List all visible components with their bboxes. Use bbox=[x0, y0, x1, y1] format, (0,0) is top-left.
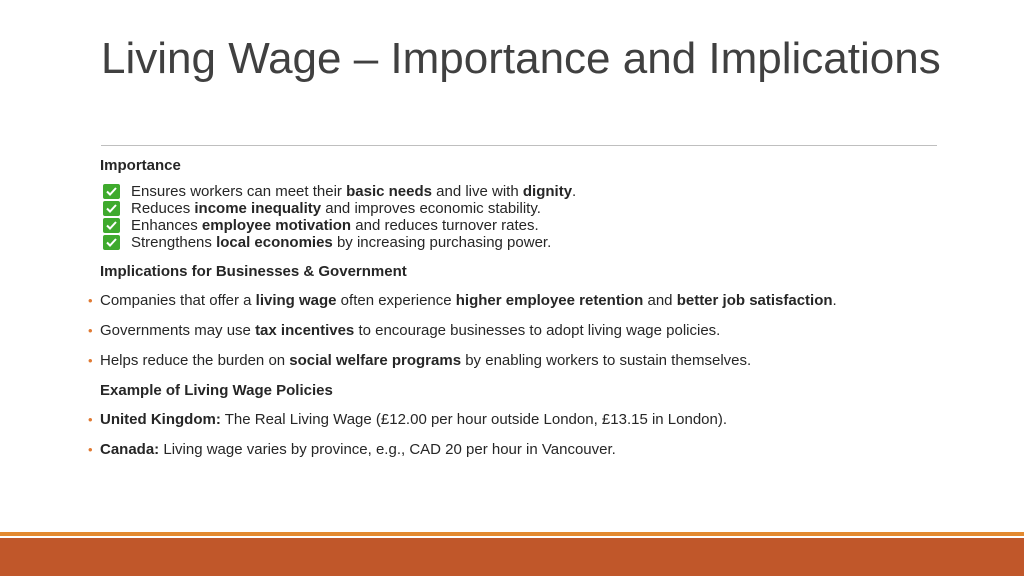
importance-item-text: Strengthens local economies by increasing purchasing power. bbox=[131, 234, 552, 251]
implications-item: • Governments may use tax incentives to encourage businesses to adopt living wage policies. bbox=[88, 322, 721, 339]
implications-item: • Companies that offer a living wage often experience higher employee retention and better job satisfaction. bbox=[88, 292, 837, 309]
importance-list bbox=[85, 183, 945, 251]
importance-heading: Importance bbox=[100, 157, 181, 174]
implications-item: • Helps reduce the burden on social welfare programs by enabling workers to sustain themselves. bbox=[88, 352, 752, 369]
title-divider bbox=[101, 145, 937, 146]
implications-heading: Implications for Businesses & Government bbox=[100, 263, 407, 280]
importance-item bbox=[103, 217, 945, 234]
importance-item-text: Reduces income inequality and improves economic stability. bbox=[131, 200, 541, 217]
bullet-icon: • bbox=[88, 323, 93, 338]
bullet-icon: • bbox=[88, 442, 93, 457]
checkmark-icon bbox=[103, 218, 120, 233]
checkmark-icon bbox=[103, 184, 120, 199]
bullet-icon: • bbox=[88, 293, 93, 308]
footer-accent-line bbox=[0, 532, 1024, 536]
bullet-icon: • bbox=[88, 412, 93, 427]
bullet-icon: • bbox=[88, 353, 93, 368]
examples-item: • Canada: Living wage varies by province, e.g., CAD 20 per hour in Vancouver. bbox=[88, 441, 616, 458]
importance-item bbox=[103, 183, 945, 200]
checkmark-icon bbox=[103, 201, 120, 216]
slide-content bbox=[85, 155, 945, 471]
footer-bar bbox=[0, 538, 1024, 576]
slide-title: Living Wage – Importance and Implications bbox=[101, 34, 941, 83]
examples-item: • United Kingdom: The Real Living Wage (£12.00 per hour outside London, £13.15 in London). bbox=[88, 411, 728, 428]
importance-item-text: Ensures workers can meet their basic needs and live with dignity. bbox=[131, 183, 577, 200]
importance-item-text: Enhances employee motivation and reduces turnover rates. bbox=[131, 217, 539, 234]
examples-heading: Example of Living Wage Policies bbox=[100, 382, 333, 399]
importance-item bbox=[103, 200, 945, 217]
checkmark-icon bbox=[103, 235, 120, 250]
importance-item bbox=[103, 234, 945, 251]
